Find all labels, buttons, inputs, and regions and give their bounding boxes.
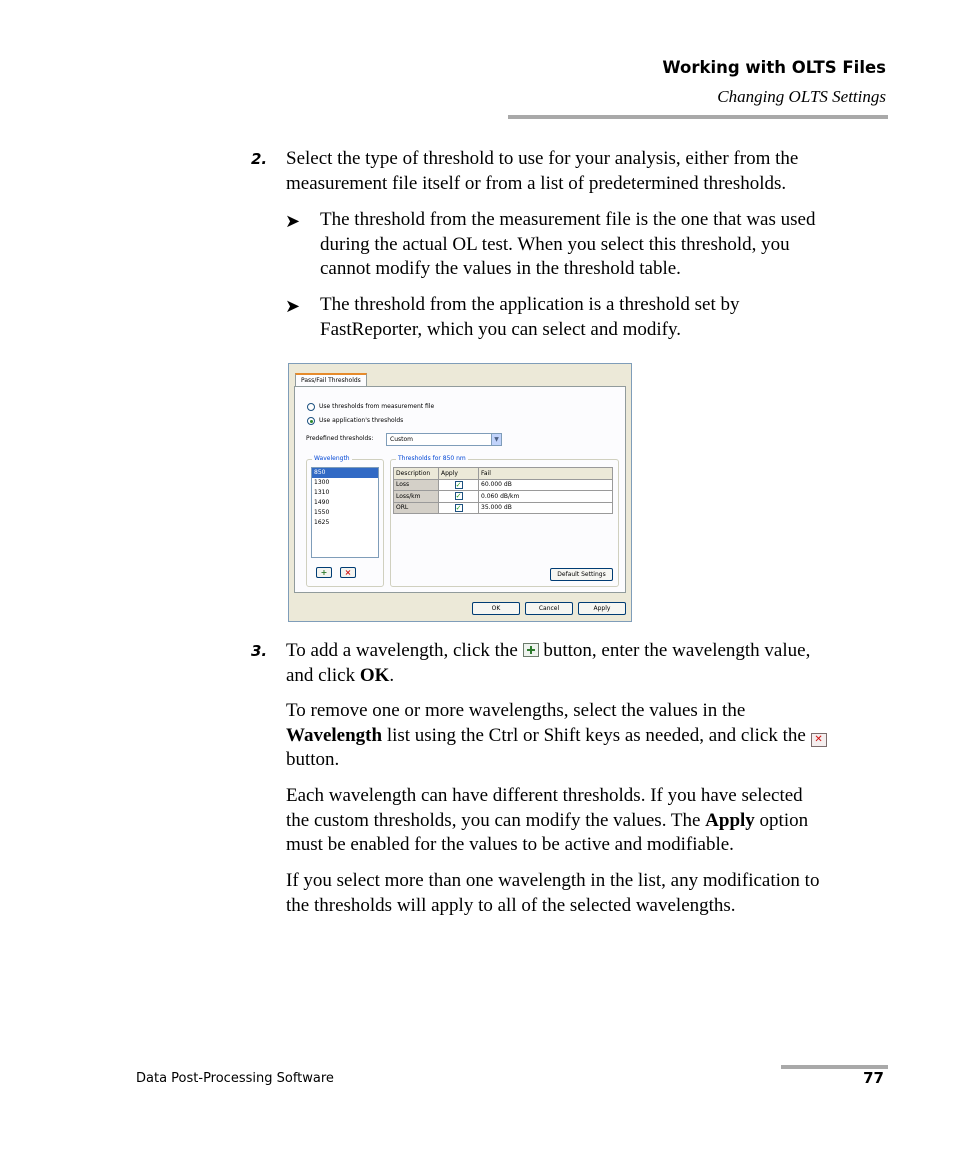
fail-value[interactable]: 60.000 dB: [479, 479, 613, 491]
bullet-arrow-icon: ➤: [285, 296, 301, 316]
chevron-down-icon[interactable]: ▼: [491, 434, 501, 445]
dialog-panel: [294, 386, 626, 593]
bullet-1-text: [320, 208, 815, 282]
apply-checkbox[interactable]: ✓: [455, 503, 462, 512]
apply-checkbox[interactable]: ✓: [455, 492, 462, 501]
table-row: [394, 479, 613, 491]
radio-application-thresholds-label: Use application's thresholds: [319, 417, 404, 424]
remove-line-1: To remove one or more wavelengths, select the values in the: [286, 700, 746, 721]
multi-line-2: the thresholds will apply to all of the selected wavelengths.: [286, 894, 736, 916]
list-item[interactable]: 1310: [314, 489, 330, 496]
bullet-1-line-1: The threshold from the measurement file is the one that was used: [320, 209, 816, 230]
step-3-line-2: [286, 664, 810, 689]
column-header-fail: Fail: [479, 468, 613, 480]
table-header-row: [394, 468, 613, 480]
each-line-3: must be enabled for the values to be active and modifiable.: [286, 834, 734, 855]
apply-cell: [439, 491, 479, 503]
apply-cell: [439, 479, 479, 491]
each-line-1: Each wavelength can have different thresholds. If you have selected: [286, 785, 803, 806]
step-2-line-1: Select the type of threshold to use for your analysis, either from the: [286, 148, 799, 169]
remove-line-2: [286, 724, 827, 749]
add-wavelength-button[interactable]: +: [316, 567, 332, 578]
list-item[interactable]: 1300: [314, 479, 330, 486]
each-line-2-rest: option: [759, 809, 809, 831]
close-icon: ✕: [811, 733, 827, 747]
row-description: ORL: [394, 502, 439, 514]
apply-button[interactable]: Apply: [578, 602, 626, 615]
apply-checkbox[interactable]: ✓: [455, 480, 462, 489]
wavelength-group-title: Wavelength: [314, 455, 350, 462]
apply-cell: [439, 502, 479, 514]
column-header-apply: Apply: [439, 468, 479, 480]
footer-document-title: Data Post-Processing Software: [136, 1071, 334, 1086]
bullet-1-line-3: cannot modify the values in the threshold table.: [320, 258, 681, 279]
radio-measurement-file[interactable]: [307, 403, 315, 411]
remove-wavelength-button[interactable]: ×: [340, 567, 356, 578]
cancel-button[interactable]: Cancel: [525, 602, 573, 615]
step-3-text: [286, 639, 810, 688]
step-3-line-1: [286, 639, 810, 664]
step-3-line-2-a: and click: [286, 664, 356, 686]
header-title: Working with OLTS Files: [662, 58, 886, 77]
list-item[interactable]: 1490: [314, 499, 330, 506]
step-3-line-1-a: To add a wavelength, click the: [286, 640, 518, 661]
table-row: [394, 502, 613, 514]
default-settings-button[interactable]: Default Settings: [550, 568, 613, 581]
list-item[interactable]: 1550: [314, 509, 330, 516]
thresholds-group-title: Thresholds for 850 nm: [398, 455, 466, 462]
fail-value[interactable]: 35.000 dB: [479, 502, 613, 514]
predefined-thresholds-label: Predefined thresholds:: [306, 435, 374, 442]
bullet-2-line-2: FastReporter, which you can select and modify.: [320, 318, 682, 340]
remove-paragraph: [286, 699, 827, 773]
page-number: 77: [863, 1069, 884, 1087]
row-description: Loss: [394, 479, 439, 491]
step-3-line-2-end: .: [389, 664, 395, 686]
radio-application-thresholds[interactable]: [307, 417, 315, 425]
each-line-2-a: the custom thresholds, you can modify the values. The: [286, 809, 701, 831]
step-2-number: 2.: [251, 150, 268, 168]
multi-paragraph: [286, 869, 819, 918]
plus-icon: [523, 643, 539, 657]
header-rule: [508, 115, 888, 119]
remove-wavelength-bold: Wavelength: [286, 724, 383, 746]
bullet-2-line-1: The threshold from the application is a threshold set by: [320, 294, 740, 315]
each-line-2: [286, 809, 808, 834]
step-2-text: [286, 147, 798, 196]
each-paragraph: [286, 784, 808, 858]
list-item[interactable]: 1625: [314, 519, 330, 526]
table-row: [394, 491, 613, 503]
predefined-thresholds-select[interactable]: [386, 433, 502, 446]
tab-pass-fail-thresholds[interactable]: Pass/Fail Thresholds: [295, 373, 367, 386]
apply-bold: Apply: [705, 809, 755, 831]
thresholds-table: [393, 467, 613, 514]
step-3-ok-bold: OK: [359, 664, 390, 686]
remove-line-3: button.: [286, 749, 340, 770]
header-subtitle: Changing OLTS Settings: [717, 87, 886, 106]
thresholds-dialog: [288, 363, 632, 622]
step-2-line-2: measurement file itself or from a list of predetermined thresholds.: [286, 172, 787, 194]
bullet-1-line-2: during the actual OL test. When you select this threshold, you: [320, 233, 790, 255]
step-3-number: 3.: [251, 642, 268, 660]
bullet-2-text: [320, 293, 739, 342]
row-description: Loss/km: [394, 491, 439, 503]
bullet-arrow-icon: ➤: [285, 211, 301, 231]
column-header-description: Description: [394, 468, 439, 480]
fail-value[interactable]: 0.060 dB/km: [479, 491, 613, 503]
list-item[interactable]: 850: [312, 468, 378, 478]
ok-button[interactable]: OK: [472, 602, 520, 615]
predefined-thresholds-value: Custom: [390, 436, 413, 443]
wavelength-list[interactable]: [311, 467, 379, 558]
remove-line-2-rest: list using the Ctrl or Shift keys as needed, and click the: [386, 724, 806, 746]
radio-measurement-file-label: Use thresholds from measurement file: [319, 403, 435, 410]
multi-line-1: If you select more than one wavelength in the list, any modification to: [286, 870, 820, 891]
step-3-line-1-b: button, enter the wavelength value,: [543, 640, 811, 661]
